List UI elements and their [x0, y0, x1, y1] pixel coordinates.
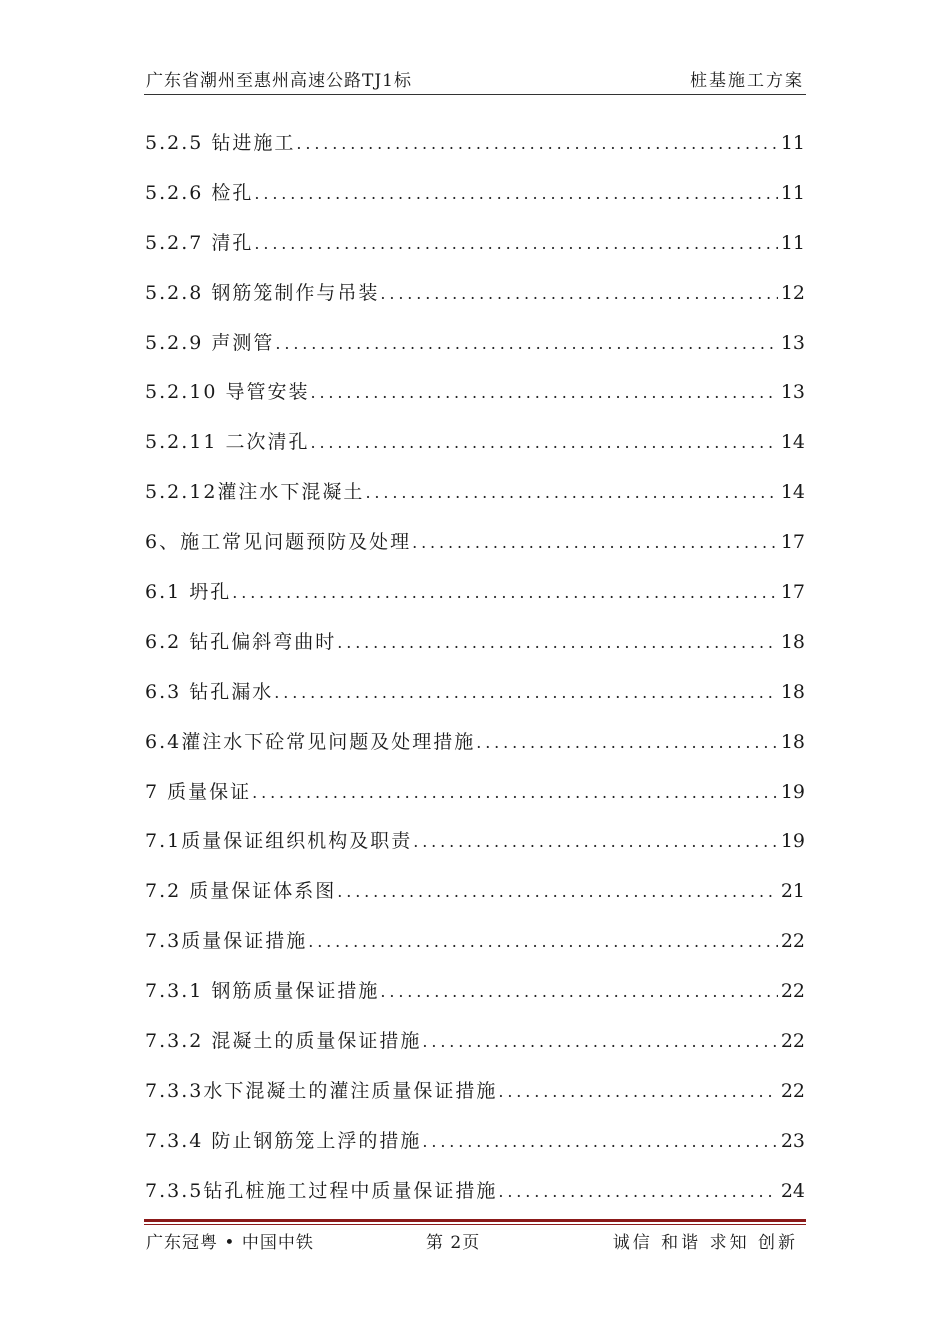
toc-leader-dots — [337, 631, 778, 653]
toc-entry[interactable] — [145, 427, 805, 477]
toc-entry[interactable] — [145, 278, 805, 328]
toc-entry-title: 7.3.1 钢筋质量保证措施 — [145, 980, 380, 1003]
toc-entry-title: 6、施工常见问题预防及处理 — [145, 531, 412, 554]
toc-leader-dots — [412, 531, 778, 553]
toc-entry[interactable] — [145, 577, 805, 627]
toc-entry-page: 17 — [780, 531, 805, 554]
toc-entry-page: 19 — [780, 830, 805, 853]
toc-entry[interactable] — [145, 677, 805, 727]
table-of-contents — [145, 128, 805, 1226]
header-project-title: 广东省潮州至惠州高速公路TJ1标 — [146, 71, 412, 91]
toc-entry[interactable] — [145, 926, 805, 976]
toc-entry-title: 6.2 钻孔偏斜弯曲时 — [145, 630, 337, 653]
toc-entry[interactable] — [145, 128, 805, 178]
toc-entry[interactable] — [145, 876, 805, 926]
toc-entry-page: 13 — [780, 331, 805, 354]
toc-leader-dots — [498, 1080, 777, 1102]
toc-entry[interactable] — [145, 228, 805, 278]
toc-entry-page: 18 — [780, 730, 805, 753]
toc-entry[interactable] — [145, 477, 805, 527]
toc-leader-dots — [310, 381, 777, 403]
toc-entry-page: 14 — [780, 481, 805, 504]
footer-company: 广东冠粤 • 中国中铁 — [146, 1233, 314, 1253]
toc-entry-page: 24 — [780, 1179, 805, 1202]
toc-entry-page: 21 — [780, 880, 805, 903]
toc-leader-dots — [476, 731, 778, 753]
toc-entry-page: 11 — [780, 231, 805, 254]
footer-rule-thick — [144, 1219, 806, 1222]
toc-entry[interactable] — [145, 1126, 805, 1176]
toc-entry-title: 5.2.5 钻进施工 — [145, 132, 296, 154]
toc-entry[interactable] — [145, 727, 805, 777]
toc-leader-dots — [422, 1030, 777, 1052]
toc-leader-dots — [254, 232, 777, 254]
toc-entry-title: 6.3 钻孔漏水 — [145, 680, 274, 703]
toc-entry-page: 14 — [780, 431, 805, 454]
toc-entry-page: 22 — [780, 980, 805, 1003]
footer-motto: 诚信 和谐 求知 创新 — [612, 1233, 798, 1253]
toc-leader-dots — [296, 132, 777, 154]
toc-entry-page: 18 — [780, 680, 805, 703]
toc-leader-dots — [337, 880, 778, 902]
toc-leader-dots — [275, 332, 777, 354]
toc-entry-page: 17 — [780, 581, 805, 604]
toc-entry[interactable] — [145, 1076, 805, 1126]
toc-entry-title: 6.4灌注水下砼常见问题及处理措施 — [145, 730, 476, 753]
toc-entry[interactable] — [145, 1026, 805, 1076]
toc-entry-page: 13 — [780, 381, 805, 404]
toc-entry-page: 11 — [780, 181, 805, 204]
toc-entry[interactable] — [145, 826, 805, 876]
toc-entry-page: 18 — [780, 630, 805, 653]
header-document-title: 桩基施工方案 — [690, 71, 804, 91]
toc-entry-page: 22 — [780, 1079, 805, 1102]
toc-leader-dots — [308, 930, 778, 952]
toc-entry-title: 5.2.12灌注水下混凝土 — [145, 481, 365, 504]
toc-entry-page: 22 — [780, 930, 805, 953]
toc-entry[interactable] — [145, 777, 805, 827]
toc-entry-page: 12 — [780, 281, 805, 304]
toc-leader-dots — [380, 282, 777, 304]
toc-entry-title: 5.2.10 导管安装 — [145, 381, 310, 404]
toc-leader-dots — [422, 1130, 777, 1152]
toc-entry-title: 6.1 坍孔 — [145, 581, 232, 604]
page-header — [144, 66, 806, 95]
toc-entry-title: 7.3.2 混凝土的质量保证措施 — [145, 1030, 422, 1053]
toc-leader-dots — [232, 581, 778, 603]
toc-leader-dots — [252, 781, 778, 803]
toc-leader-dots — [413, 830, 778, 852]
toc-entry-title: 7.3质量保证措施 — [145, 930, 308, 953]
toc-leader-dots — [274, 681, 778, 703]
toc-entry-page: 23 — [780, 1129, 805, 1152]
toc-leader-dots — [380, 980, 777, 1002]
toc-leader-dots — [310, 431, 777, 453]
toc-entry[interactable] — [145, 377, 805, 427]
toc-entry-page: 11 — [780, 132, 805, 154]
toc-entry-title: 7.2 质量保证体系图 — [145, 880, 337, 903]
toc-entry-title: 5.2.8 钢筋笼制作与吊装 — [145, 281, 380, 304]
toc-entry-title: 7 质量保证 — [145, 780, 252, 803]
toc-entry-title: 7.3.4 防止钢筋笼上浮的措施 — [145, 1129, 422, 1152]
toc-entry[interactable] — [145, 976, 805, 1026]
toc-entry-title: 7.1质量保证组织机构及职责 — [145, 830, 413, 853]
toc-entry-title: 7.3.3水下混凝土的灌注质量保证措施 — [145, 1079, 498, 1102]
footer-rule-thin — [144, 1224, 806, 1225]
toc-entry-page: 22 — [780, 1030, 805, 1053]
toc-entry-title: 5.2.9 声测管 — [145, 331, 275, 354]
toc-entry-page: 19 — [780, 780, 805, 803]
footer-page-number: 第 2页 — [426, 1233, 481, 1253]
toc-entry-title: 7.3.5钻孔桩施工过程中质量保证措施 — [145, 1179, 498, 1202]
toc-entry[interactable] — [145, 627, 805, 677]
toc-entry-title: 5.2.11 二次清孔 — [145, 431, 310, 454]
toc-leader-dots — [365, 481, 777, 503]
toc-entry-title: 5.2.6 检孔 — [145, 181, 254, 204]
page-footer — [144, 1228, 806, 1254]
toc-leader-dots — [254, 182, 777, 204]
toc-entry-title: 5.2.7 清孔 — [145, 231, 254, 254]
toc-entry[interactable] — [145, 178, 805, 228]
toc-entry[interactable] — [145, 527, 805, 577]
toc-entry[interactable] — [145, 328, 805, 378]
toc-leader-dots — [498, 1180, 777, 1202]
